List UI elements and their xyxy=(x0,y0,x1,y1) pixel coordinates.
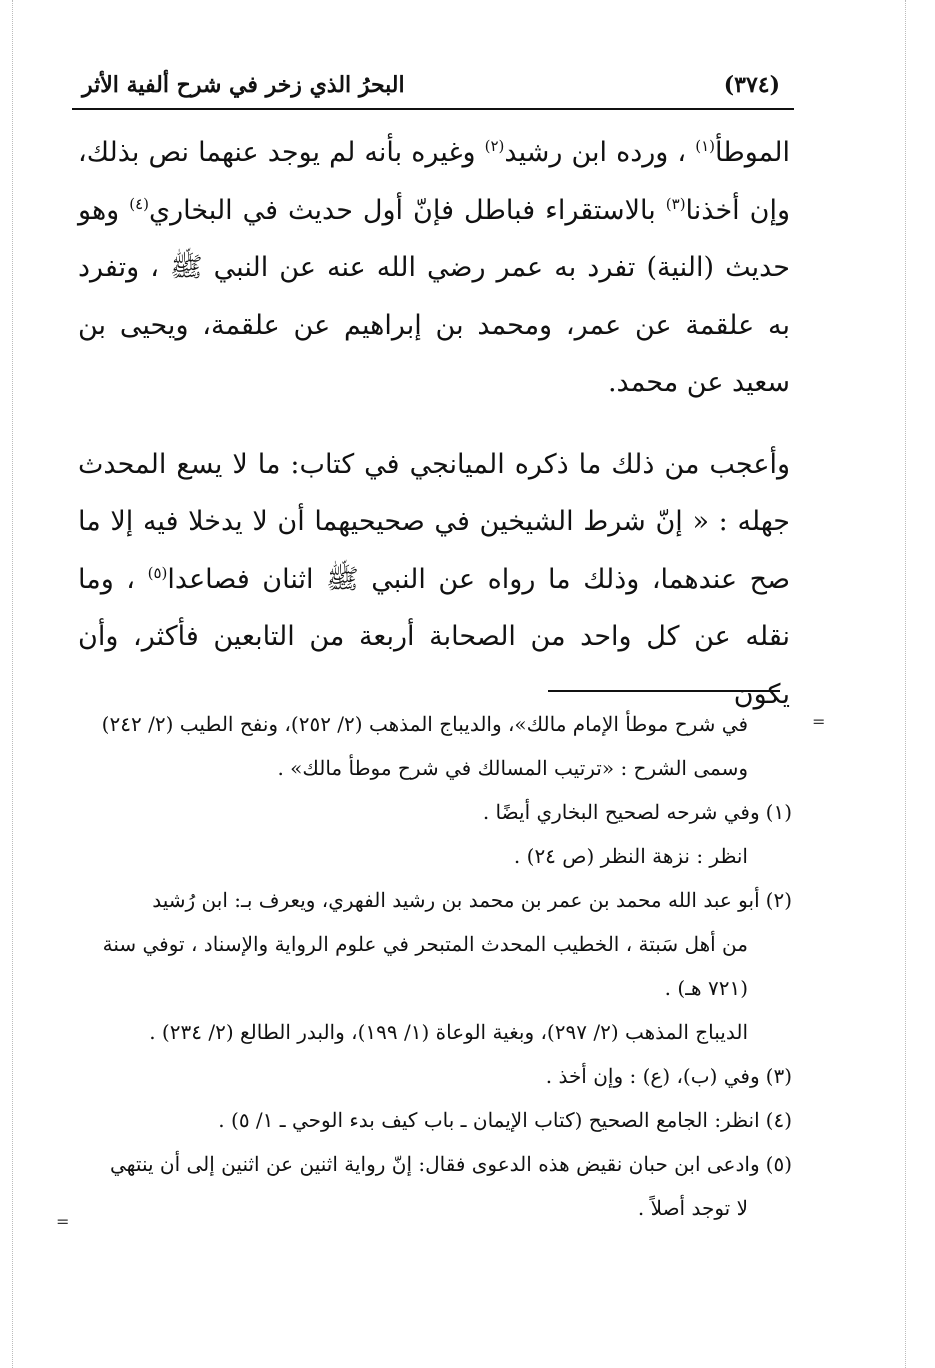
footnote-text: وفي شرحه لصحيح البخاري أيضًا . xyxy=(482,800,760,824)
footnote-line xyxy=(78,1098,792,1142)
footnote-text: أبو عبد الله محمد بن عمر بن محمد بن رشيد الفهري، ويعرف بـ: ابن رُشيد xyxy=(152,888,760,912)
footnote-number: (١) xyxy=(765,800,792,824)
page-number: (٣٧٤) xyxy=(723,72,780,98)
margin-mark: = xyxy=(812,712,826,731)
footnote-number: (٥) xyxy=(765,1152,792,1176)
footnote-separator xyxy=(548,690,780,692)
footnote-text: (٧٢١ هـ) . xyxy=(664,976,748,1000)
header-rule xyxy=(72,108,794,110)
main-text xyxy=(78,124,790,723)
footnote-text: في شرح موطأ الإمام مالك»، والديباج المذهب (٢/ ٢٥٢)، ونفح الطيب (٢/ ٢٤٢) xyxy=(101,712,748,736)
footnote-text: انظر: الجامع الصحيح (كتاب الإيمان ـ باب كيف بدء الوحي ـ ١/ ٥) . xyxy=(218,1108,760,1132)
footnote-number: (٤) xyxy=(765,1108,792,1132)
footnote-line xyxy=(78,702,792,746)
text-run: بالاستقراء فباطل فإنّ أول حديث في البخاري xyxy=(148,194,666,226)
footnote-text: وادعى ابن حبان نقيض هذه الدعوى فقال: إنّ رواية اثنين عن اثنين إلى أن ينتهي xyxy=(110,1152,760,1176)
paragraph xyxy=(78,124,790,412)
paragraph xyxy=(78,436,790,724)
footnote-text: من أهل سَبتة ، الخطيب المحدث المتبحر في علوم الرواية والإسناد ، توفي سنة xyxy=(102,932,748,956)
footnote-line xyxy=(78,922,792,966)
footnote-line xyxy=(78,1010,792,1054)
margin-mark: = xyxy=(56,1212,70,1231)
footnote-text: الديباج المذهب (٢/ ٢٩٧)، وبغية الوعاة (١/ ١٩٩)، والبدر الطالع (٢/ ٢٣٤) . xyxy=(149,1020,748,1044)
footnotes xyxy=(78,702,792,1230)
text-run: الموطأ xyxy=(714,137,790,168)
text-run: ، ورده ابن رشيد xyxy=(504,137,696,168)
footnote-line xyxy=(78,1186,792,1230)
footnote-line xyxy=(78,790,792,834)
text-run: وهو حديث (النية) تفرد به عمر رضي الله عنه عن النبي ﷺ ، وتفرد به علقمة عن عمر، ومحمد بن إبراهيم عن علقمة، ويحيى بن سعيد عن محمد. xyxy=(78,194,790,398)
footnote-text: لا توجد أصلاً . xyxy=(637,1196,748,1220)
footnote-text: انظر : نزهة النظر (ص ٢٤) . xyxy=(513,844,748,868)
footnote-number: (٣) xyxy=(765,1064,792,1088)
footnote-text: وفي (ب)، (ع) : وإن أخذ . xyxy=(545,1064,760,1088)
footnote-line xyxy=(78,966,792,1010)
footnote-number: (٢) xyxy=(765,888,792,912)
footnote-ref: (٤) xyxy=(129,194,149,213)
running-title: البحرُ الذي زخر في شرح ألفية الأثر xyxy=(82,72,405,98)
text-run: ، وما نقله عن كل واحد من الصحابة أربعة من التابعين فأكثر، وأن يكون xyxy=(78,563,790,710)
footnote-line xyxy=(78,834,792,878)
scan-edge-dots xyxy=(905,0,906,1368)
footnote-ref: (٥) xyxy=(147,563,168,582)
text-run: وغيره بأنه لم يوجد عنهما نص بذلك، وإن أخذنا xyxy=(78,137,790,226)
text-run: وأعجب من ذلك ما ذكره الميانجي في كتاب: ما لا يسع المحدث جهله : « إنّ شرط الشيخين في صحيحيهما أن لا يدخلا فيه إلا ما صح عندهما، وذلك ما رواه عن النبي ﷺ اثنان فصاعدا xyxy=(78,448,790,595)
footnote-ref: (٣) xyxy=(665,194,686,213)
footnote-line xyxy=(78,746,792,790)
scan-edge-dots xyxy=(12,0,13,1368)
footnote-ref: (٢) xyxy=(484,137,505,155)
footnote-text: وسمى الشرح : «ترتيب المسالك في شرح موطأ مالك» . xyxy=(277,756,748,780)
footnote-ref: (١) xyxy=(695,137,715,155)
footnote-line xyxy=(78,1054,792,1098)
footnote-line xyxy=(78,1142,792,1186)
page-header xyxy=(72,68,794,104)
footnote-line xyxy=(78,878,792,922)
